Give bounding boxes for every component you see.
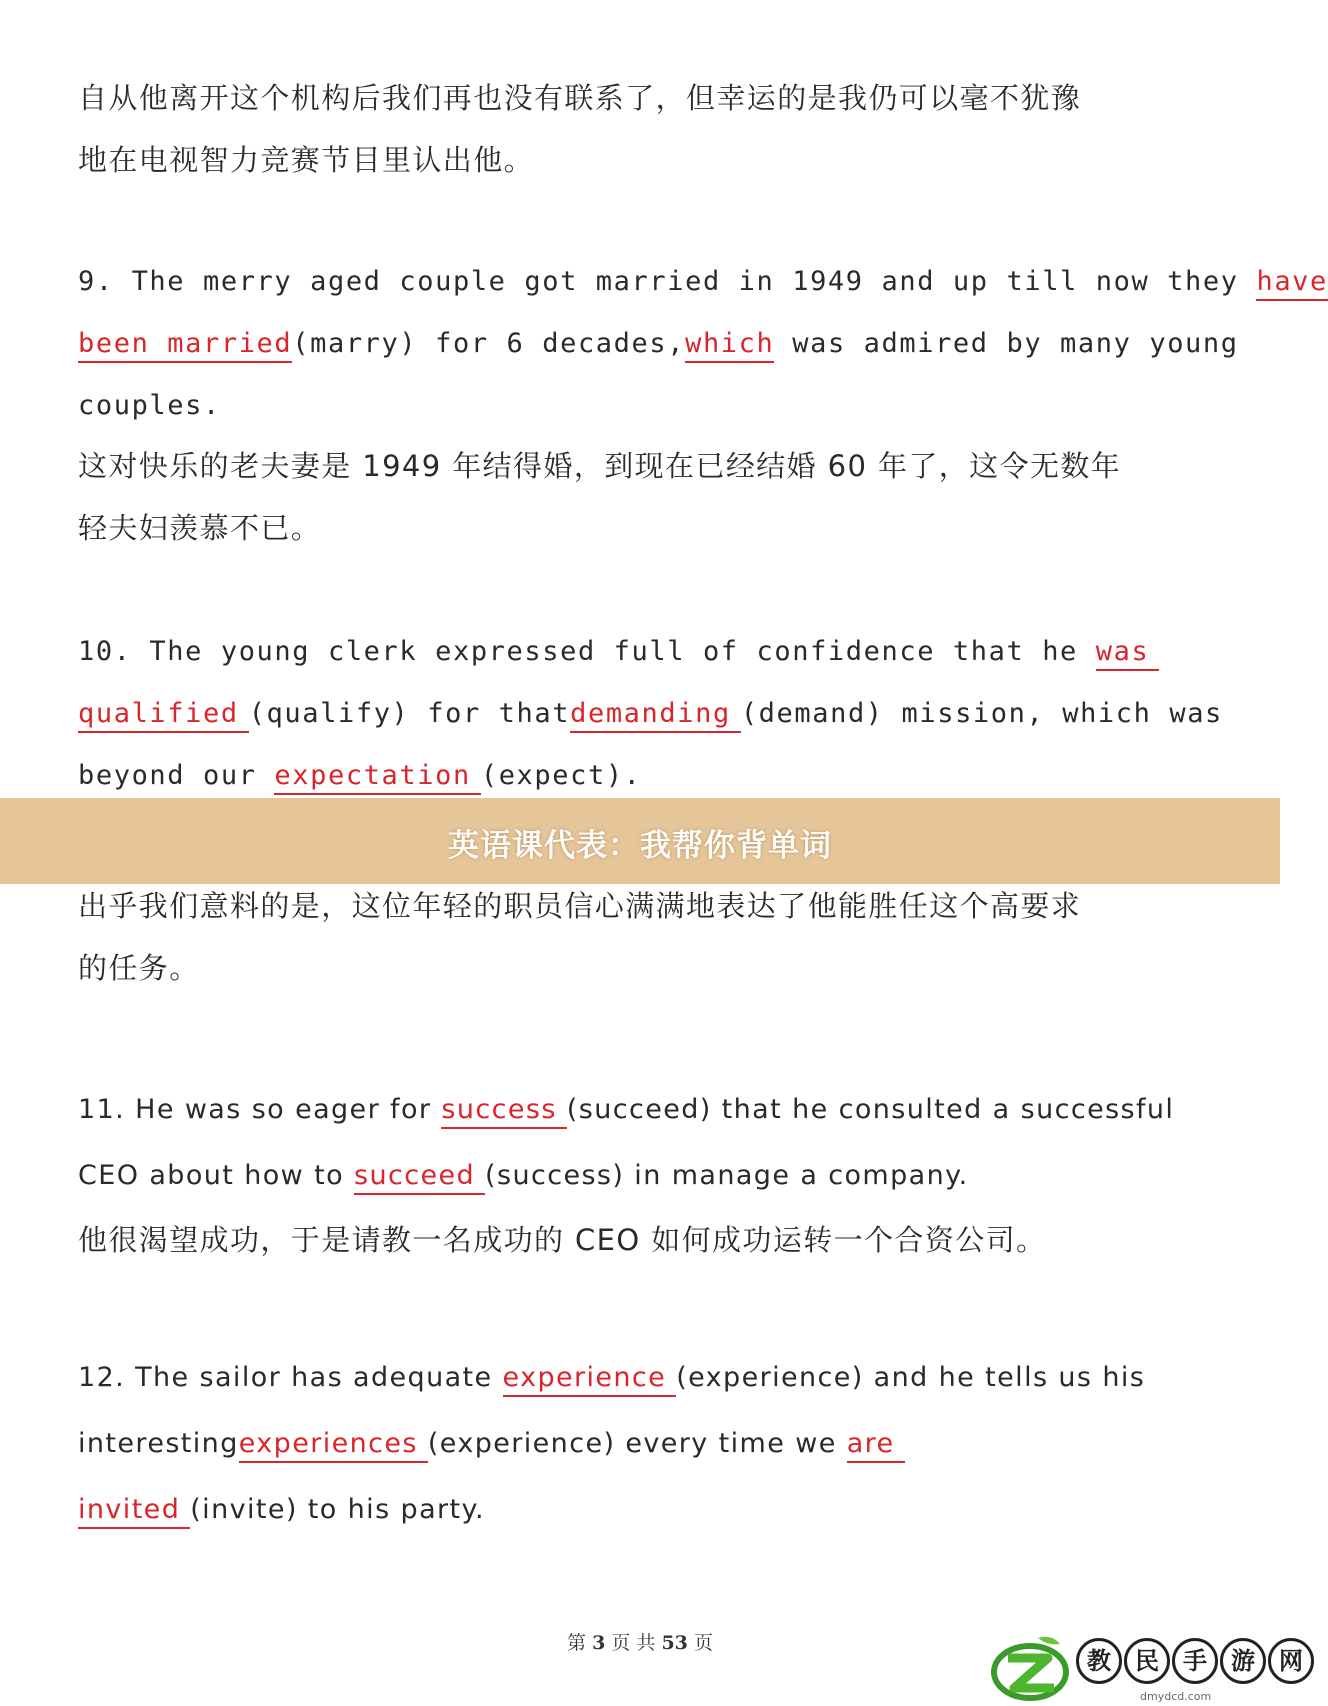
item-12-answer-experience: experience [503, 1361, 677, 1397]
logo-url: dmydcd.com [1140, 1690, 1212, 1703]
item-10-text: 10. The young clerk expressed full of confidence that he [78, 636, 1096, 667]
item-9-answer-have: have [1256, 265, 1327, 301]
item-10-chinese-2: 的任务。 [78, 951, 200, 985]
item-11-text-end: (succeed) that he consulted a successful [566, 1094, 1175, 1125]
title-banner [0, 798, 1280, 884]
logo-mark-icon [990, 1632, 1070, 1704]
item-10-chinese-1: 出乎我们意料的是，这位年轻的职员信心满满地表达了他能胜任这个高要求 [78, 889, 1082, 923]
intro-line-2: 地在电视智力竞赛节目里认出他。 [78, 143, 535, 177]
item-11-text: 11. He was so eager for [78, 1094, 442, 1125]
item-12-line-2 [78, 1424, 1210, 1464]
item-12-text-mid: (experience) every time we [427, 1428, 847, 1459]
total-pages: 53 [661, 1632, 688, 1654]
current-page: 3 [592, 1632, 606, 1654]
item-10-text-mid: (qualify) for that [248, 698, 571, 729]
item-9-answer-which: which [685, 327, 774, 363]
item-11-answer-success: success [441, 1093, 566, 1129]
intro-line-1: 自从他离开这个机构后我们再也没有联系了，但幸运的是我仍可以毫不犹豫 [78, 81, 1082, 115]
item-11-text-end-2: (success) in manage a company. [485, 1160, 969, 1191]
item-12-text-end: (experience) and he tells us his [676, 1362, 1146, 1393]
logo-char-1: 教 [1076, 1638, 1122, 1684]
item-10-answer-demanding: demanding [570, 697, 741, 733]
item-10-line-1 [78, 632, 1210, 672]
logo-char-4: 游 [1220, 1638, 1266, 1684]
page-number-middle: 页 共 [605, 1632, 662, 1654]
item-11-chinese-1: 他很渴望成功，于是请教一名成功的 CEO 如何成功运转一个合资公司。 [78, 1223, 1047, 1257]
item-12-text-end-3: (invite) to his party. [190, 1494, 486, 1525]
banner-title: 英语课代表：我帮你背单词 [448, 828, 832, 864]
item-9-line-3: couples. [78, 390, 221, 421]
item-10-text-end: (demand) mission, which was [740, 698, 1223, 729]
item-10-line-3 [78, 756, 1210, 796]
item-12-answer-experiences: experiences [239, 1427, 428, 1463]
item-9-answer-been-married: been married [78, 327, 292, 363]
item-11-line-2 [78, 1156, 1210, 1196]
item-10-answer-was: was [1096, 635, 1160, 671]
item-10-text-beyond: beyond our [78, 760, 275, 791]
page-number-prefix: 第 [567, 1632, 593, 1654]
item-9-text-end: was admired by many young [774, 328, 1239, 359]
item-9-text-mid: (marry) for 6 decades, [292, 328, 686, 359]
item-12-text: 12. The sailor has adequate [78, 1362, 503, 1393]
item-10-line-2 [78, 694, 1223, 734]
item-12-text-interesting: interesting [78, 1428, 239, 1459]
item-9-chinese-2: 轻夫妇羡慕不已。 [78, 511, 322, 545]
item-9-chinese-1: 这对快乐的老夫妻是 1949 年结得婚，到现在已经结婚 60 年了，这令无数年 [78, 449, 1122, 483]
item-10-text-expect: (expect). [480, 760, 642, 791]
item-12-line-3 [78, 1490, 1210, 1530]
item-10-answer-qualified: qualified [78, 697, 249, 733]
page-number-suffix: 页 [687, 1632, 713, 1654]
item-11-line-1 [78, 1090, 1210, 1130]
item-12-answer-are: are [847, 1427, 905, 1463]
item-9-text: 9. The merry aged couple got married in 1949 and up till now they [78, 266, 1257, 297]
item-9-line-1 [78, 262, 1328, 302]
item-12-answer-invited: invited [78, 1493, 190, 1529]
item-11-answer-succeed: succeed [354, 1159, 485, 1195]
logo-char-2: 民 [1124, 1638, 1170, 1684]
item-9-line-2 [78, 324, 1239, 364]
item-12-line-1 [78, 1358, 1210, 1398]
item-11-text-ceo: CEO about how to [78, 1160, 355, 1191]
item-10-answer-expectation: expectation [274, 759, 480, 795]
logo-char-5: 网 [1268, 1638, 1314, 1684]
logo-char-3: 手 [1172, 1638, 1218, 1684]
site-logo [990, 1632, 1303, 1704]
logo-text [1076, 1638, 1314, 1684]
